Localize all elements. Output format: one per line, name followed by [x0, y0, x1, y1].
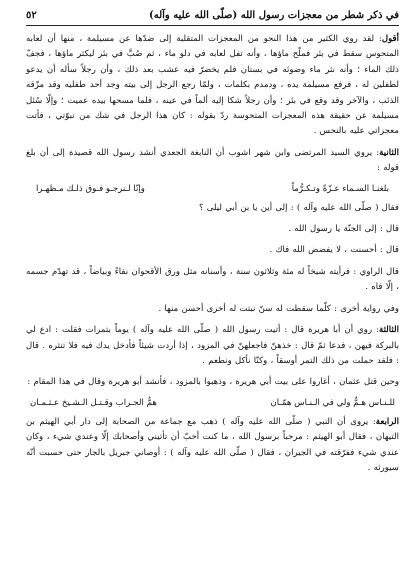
paragraph-fourth [26, 415, 399, 477]
paragraph-lead: أقول [381, 34, 400, 44]
text-line: عينه ، فلما مسحها بيده عميت ؛ وإلّا سُئل مسيلمة عن حقيقة هذه المعجزات المتحوسة ردّ [26, 95, 399, 122]
header-rule [26, 25, 399, 26]
verse-first-hemistich: للـنـاس هـمٌّ ولي في الـنـاس همّـان [270, 397, 395, 408]
paragraph-third [26, 323, 399, 369]
paragraph-first [26, 32, 399, 140]
poem-verse [26, 395, 399, 411]
page-number: ٥٢ [26, 10, 37, 21]
paragraph-lead: الرابعة [375, 416, 399, 427]
text-line: : روي أن أبا هريرة قال : أتيت رسول الله ( صلّى الله عليه وآله ) يوماً بتمرات [85, 325, 379, 336]
paragraph-uthman [26, 375, 399, 390]
verse-second-hemistich: وإنّا لـنرجـو فـوق ذلـك مـظهـرا [36, 183, 145, 194]
text-line: بقوله : كان هذا الرجل في شك من نبوّتي ، فأتت معجزاتي عليه بالنحس . [26, 111, 399, 137]
poem-verse [26, 181, 399, 197]
text-line: أبي الهيثم بن التيهان ، فقال أبو الهيثم : مرحباً برسول الله ، ما كنت أحبّ أن تأتيني [26, 416, 399, 443]
dialogue-line: قال : أحسنت ، لا يفضض الله فاك . [269, 245, 399, 256]
verse-second-hemistich: همُّ الجـراب وقـتـل الـشـيخ عـثـمـان [30, 397, 157, 408]
text-line: فقلت : ادع لي بالبركة فيهن ، فدعا ثمّ قال : خذهنّ فاجعلهنّ في المزود ، إذا أردت شيئاً [26, 325, 399, 351]
text-line: بيته وجد أحد طفليه وقد مزّقه الذئب ، والآخر وقد وقع في بئر ؛ وأن رجلاً شكا إليه ألماً في [26, 80, 400, 106]
paragraph-narrator [26, 265, 399, 296]
text-line: وحين قتل عثمان ، أغاروا على بيت أبي هريرة ، وذهبوا بالمزود ، فأنشد أبو هريرة وقال [88, 377, 399, 388]
page-header [26, 10, 399, 25]
paragraph-other-narration: وفي رواية أخرى : كلّما سقطت له سنّ نبتت له أخرى أحسن منها . [158, 303, 399, 314]
text-line: : يروي السيد المرتضى وابن شهر اشوب أن النابغة الجعدي أنشد رسول الله [96, 147, 380, 158]
running-title: في ذكر شطر من معجزات رسول الله (صلّى الله عليه وآله) [149, 10, 399, 21]
text-line: وأصحابك إلّا وعندي شيء ، وكان عندي شيء ففرّقته في الجيران ، فقال ( صلّى الله [26, 432, 399, 458]
text-line: في هذا المقام : [27, 377, 85, 388]
text-line: : لقد روي الكثير من هذا النحو من المعجزات المتقلبة إلى ضدّها عن مسيلمة ، [79, 34, 382, 44]
text-line: قال الراوي : فرأيته شيخاً له مئة وثلاثون سنة ، وأسنانه مثل ورق الأقحوان نقاءً [114, 266, 399, 277]
text-line: قصيدة إلى أن بلغ قوله : [26, 147, 399, 174]
dialogue-line: فقال ( صلّى الله عليه وآله ) : إلى أين يا بن أبي ليلى ؟ [198, 202, 399, 213]
text-line: : يروى أن النبي ( صلّى الله عليه وآله ) ذهب مع جماعة من الصحابة إلى دار [80, 416, 376, 427]
text-line: منها أن لعابه المتحوس سقط في بئر فملّح ماؤها ، وأنه تفل لعابه في دلو ماء ، ثم صُبَّ في بئر [26, 34, 400, 60]
text-line: ليكثر ماؤها ، فجفّ ذلك الماء ؛ وأنه نثر ماء وضوئه في بستان فلم يخضرّ فيه عشب بعد ذلك ، [26, 49, 399, 75]
text-line: عليه وآله ) : أوصاني جبريل بالجار حتى حسبت أنّه سيورثه . [26, 447, 399, 473]
text-line: وأن رجلاً سأله أن يدعو لطفلين له ، فرفع مسيلمة يده ، ودمدم بكلمات ، ولمّا رجع الرجل إلى [26, 64, 399, 91]
paragraph-lead: الثالثة [378, 325, 400, 336]
text-line: فأدخل يدك فيه فلا تنثره . قال : فلقد حملت من ذلك التمر أوسقاً ، وكنّا نأكل ونطعم . [26, 340, 399, 366]
paragraph-lead: الثانية [379, 147, 399, 158]
dialogue-line: قال : إلى الجنّة يا رسول الله . [288, 224, 399, 235]
text-line: وبياضاً ، قد تهدّم جسمه ، إلّا فاه . [26, 266, 399, 293]
paragraph-second [26, 146, 399, 177]
verse-first-hemistich: بلغنـا السـماء عـزّةً وتـكـرُّماً [291, 183, 389, 194]
